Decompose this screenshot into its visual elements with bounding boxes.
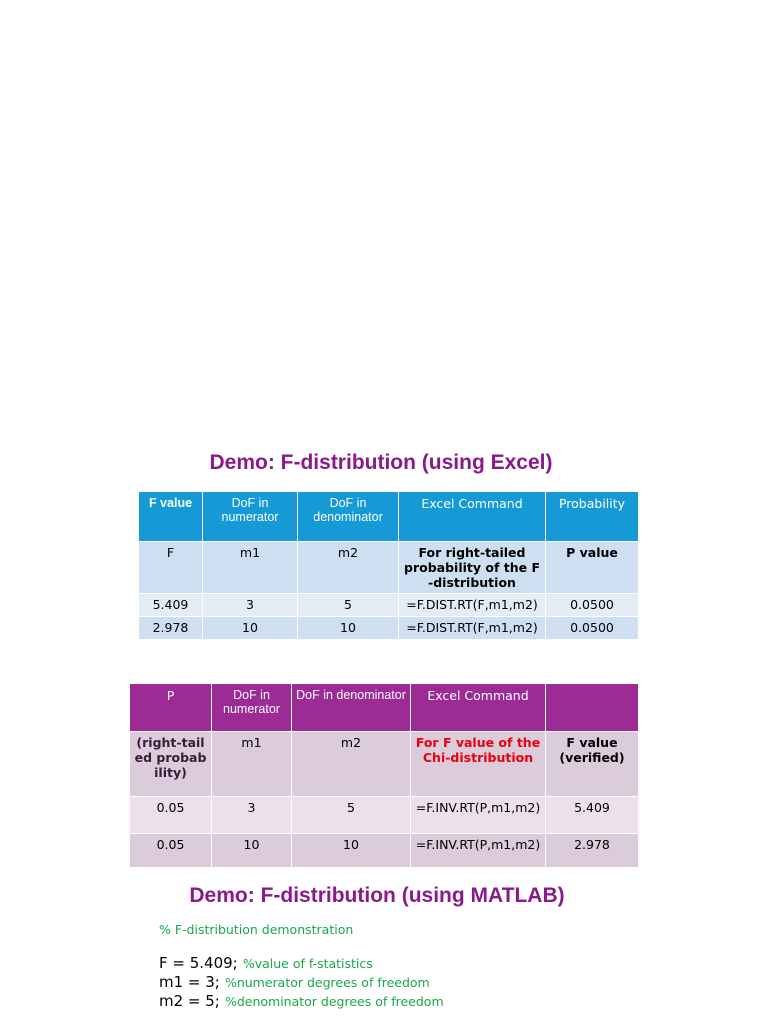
header-cell: F value [139,492,203,542]
code-statement: F = 5.409; [159,954,238,972]
code-line [159,991,444,1010]
table-cell: 0.05 [130,834,212,868]
symbol-cell: For F value of the Chi-distribution [411,732,546,797]
table-cell: 10 [203,617,298,640]
symbol-row [139,542,639,594]
code-comment: %value of f-statistics [242,956,373,971]
header-cell: Probability [546,492,639,542]
excel-demo-title: Demo: F-distribution (using Excel) [209,451,553,474]
header-row [139,492,639,542]
table-cell: =F.DIST.RT(F,m1,m2) [399,617,546,640]
symbol-cell: m2 [292,732,411,797]
code-comment: %numerator degrees of freedom [224,975,430,990]
table-row [139,594,639,617]
header-row [130,684,639,732]
header-cell: DoF in numerator [203,492,298,542]
table-cell: 3 [203,594,298,617]
symbol-cell: For right-tailed probability of the F -distribution [399,542,546,594]
table-cell: 10 [298,617,399,640]
table-cell: =F.DIST.RT(F,m1,m2) [399,594,546,617]
table-cell: 2.978 [139,617,203,640]
symbol-cell: m2 [298,542,399,594]
table-cell: 3 [212,797,292,834]
symbol-cell: (right-tailed probability) [130,732,212,797]
symbol-row [130,732,639,797]
symbol-cell: m1 [212,732,292,797]
table-cell: 2.978 [546,834,639,868]
table-cell: 0.05 [130,797,212,834]
table-row [130,797,639,834]
table-cell: 5 [292,797,411,834]
header-cell: Excel Command [411,684,546,732]
symbol-cell: m1 [203,542,298,594]
table-row [130,834,639,868]
table-cell: =F.INV.RT(P,m1,m2) [411,797,546,834]
table-cell: 10 [292,834,411,868]
code-statement: m1 = 3; [159,973,220,991]
table-cell: 10 [212,834,292,868]
header-cell: Excel Command [399,492,546,542]
code-line [159,972,430,991]
code-statement: m2 = 5; [159,992,220,1010]
symbol-cell: F value (verified) [546,732,639,797]
symbol-cell: F [139,542,203,594]
code-line [159,953,373,972]
table-cell: 0.0500 [546,594,639,617]
table-row [139,617,639,640]
header-cell: DoF in denominator [298,492,399,542]
table-cell: 0.0500 [546,617,639,640]
table-cell: 5.409 [546,797,639,834]
table-cell: =F.INV.RT(P,m1,m2) [411,834,546,868]
header-cell: DoF in numerator [212,684,292,732]
header-cell: DoF in denominator [292,684,411,732]
symbol-cell: P value [546,542,639,594]
code-comment: % F-distribution demonstration [159,922,354,937]
matlab-demo-title: Demo: F-distribution (using MATLAB) [189,884,565,907]
table-cell: 5 [298,594,399,617]
header-cell: P [130,684,212,732]
code-comment: %denominator degrees of freedom [224,994,444,1009]
header-cell [546,684,639,732]
f-dist-excel-table [138,491,639,640]
table-cell: 5.409 [139,594,203,617]
f-inv-excel-table [129,683,639,868]
